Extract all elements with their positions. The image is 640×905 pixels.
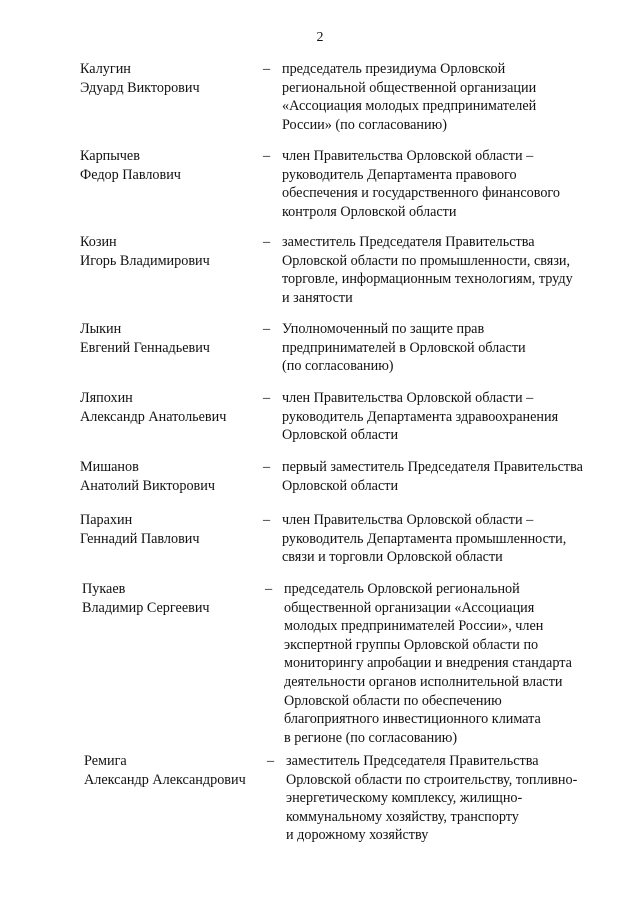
member-name <box>80 60 260 98</box>
position-line: член Правительства Орловской области – <box>282 390 534 406</box>
position-line: России» (по согласованию) <box>282 116 447 133</box>
position-line: Уполномоченный по защите прав <box>282 321 485 337</box>
member-given-names: Федор Павлович <box>80 167 181 183</box>
member-position <box>284 580 614 747</box>
member-name <box>80 320 260 358</box>
member-given-names: Александр Анатольевич <box>80 409 227 425</box>
member-position <box>282 60 612 134</box>
member-position <box>282 458 612 495</box>
member-surname: Мишанов <box>80 459 139 475</box>
member-surname: Ляпохин <box>80 390 133 406</box>
position-line: в регионе (по согласованию) <box>284 729 458 746</box>
entry-dash: – <box>263 321 271 337</box>
member-name <box>80 233 260 271</box>
member-name <box>80 458 260 496</box>
position-line: и дорожному хозяйству <box>286 827 429 844</box>
entry-dash: – <box>263 390 271 406</box>
position-line: руководитель Департамента промышленности, <box>282 530 567 547</box>
entry-dash: – <box>263 459 271 475</box>
member-surname: Лыкин <box>80 321 122 337</box>
member-surname: Козин <box>80 234 117 250</box>
position-line: региональной общественной организации <box>282 79 537 96</box>
page-number: 2 <box>316 30 324 45</box>
position-line: (по согласованию) <box>282 358 394 375</box>
position-line: член Правительства Орловской области – <box>282 512 534 528</box>
position-line: предпринимателей в Орловской области <box>282 339 526 356</box>
entry-dash: – <box>263 148 271 164</box>
position-line: первый заместитель Председателя Правительства <box>282 459 583 475</box>
member-given-names: Владимир Сергеевич <box>82 600 210 616</box>
member-position <box>282 147 612 221</box>
entry-dash: – <box>263 61 271 77</box>
position-line: контроля Орловской области <box>282 203 457 220</box>
position-line: руководитель Департамента правового <box>282 166 517 183</box>
entry-dash: – <box>263 234 271 250</box>
member-position <box>282 511 612 567</box>
position-line: «Ассоциация молодых предпринимателей <box>282 98 537 115</box>
member-name <box>80 389 260 427</box>
position-line: молодых предпринимателей России», член <box>284 618 544 635</box>
member-surname: Карпычев <box>80 148 140 164</box>
entry-dash: – <box>265 581 273 597</box>
position-line: Орловской области по промышленности, связи, <box>282 252 571 269</box>
member-position <box>282 320 612 376</box>
member-given-names: Евгений Геннадьевич <box>80 340 210 356</box>
position-line: член Правительства Орловской области – <box>282 148 534 164</box>
entry-dash: – <box>263 512 271 528</box>
position-line: заместитель Председателя Правительства <box>286 753 539 769</box>
member-name <box>80 147 260 185</box>
member-surname: Калугин <box>80 61 131 77</box>
position-line: Орловской области <box>282 477 399 494</box>
position-line: связи и торговли Орловской области <box>282 549 503 566</box>
position-line: заместитель Председателя Правительства <box>282 234 535 250</box>
position-line: руководитель Департамента здравоохранения <box>282 408 559 425</box>
position-line: коммунальному хозяйству, транспорту <box>286 808 519 825</box>
member-surname: Ремига <box>84 753 127 769</box>
member-position <box>282 233 612 307</box>
position-line: Орловской области <box>282 427 399 444</box>
position-line: мониторингу апробации и внедрения стандарта <box>284 655 572 672</box>
position-line: общественной организации «Ассоциация <box>284 599 535 616</box>
member-given-names: Игорь Владимирович <box>80 253 210 269</box>
member-surname: Парахин <box>80 512 133 528</box>
position-line: обеспечения и государственного финансового <box>282 185 560 202</box>
position-line: председатель президиума Орловской <box>282 61 506 77</box>
member-name <box>84 752 264 790</box>
position-line: Орловской области по обеспечению <box>284 692 502 709</box>
member-name <box>80 511 260 549</box>
member-given-names: Александр Александрович <box>84 772 246 788</box>
member-given-names: Анатолий Викторович <box>80 478 215 494</box>
position-line: благоприятного инвестиционного климата <box>284 711 541 728</box>
position-line: Орловской области по строительству, топливно- <box>286 771 578 788</box>
member-position <box>282 389 612 445</box>
member-position <box>286 752 616 845</box>
member-given-names: Геннадий Павлович <box>80 531 200 547</box>
member-given-names: Эдуард Викторович <box>80 80 200 96</box>
position-line: экспертной группы Орловской области по <box>284 636 539 653</box>
position-line: председатель Орловской региональной <box>284 581 520 597</box>
entry-dash: – <box>267 753 275 769</box>
position-line: энергетическому комплексу, жилищно- <box>286 790 523 807</box>
position-line: деятельности органов исполнительной власти <box>284 673 563 690</box>
member-name <box>82 580 262 618</box>
position-line: торговле, информационным технологиям, труду <box>282 271 573 288</box>
position-line: и занятости <box>282 289 353 306</box>
member-surname: Пукаев <box>82 581 126 597</box>
